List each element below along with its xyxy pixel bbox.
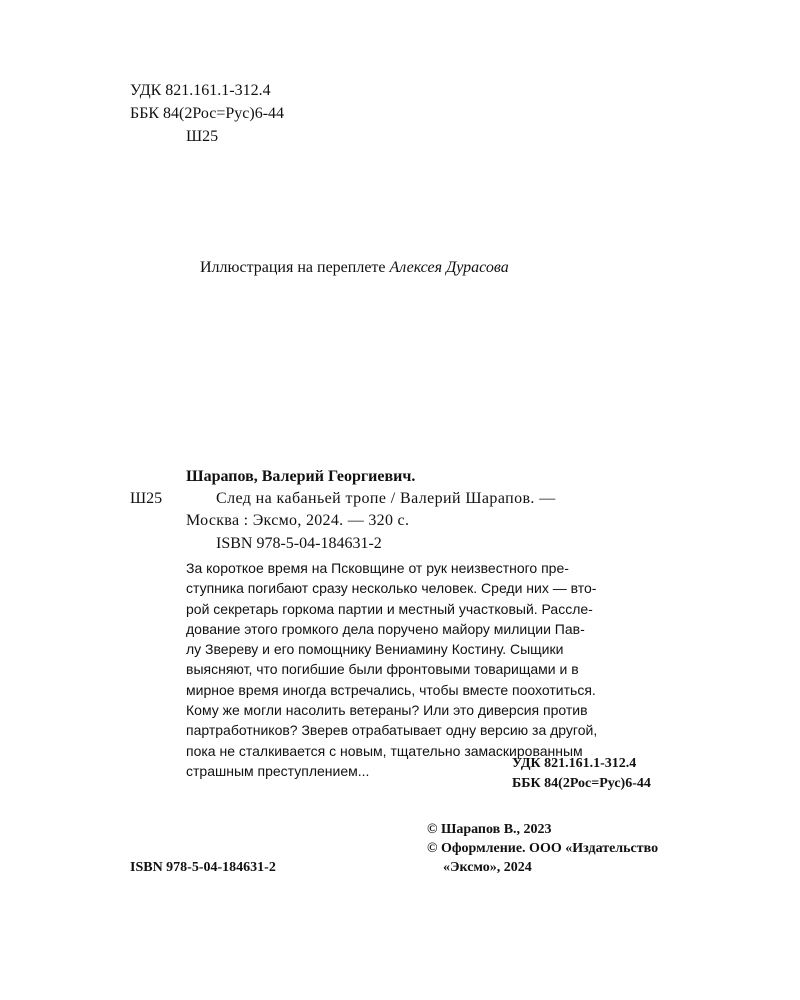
catalog-title-line-1: След на кабаньей тропе / Валерий Шарапов. —	[216, 490, 556, 507]
catalog-title-line-2: Москва : Эксмо, 2024. — 320 с.	[186, 512, 410, 529]
udk-code-top: УДК 821.161.1-312.4	[130, 82, 271, 99]
bbk-code-top: ББК 84(2Рос=Рус)6-44	[130, 105, 285, 122]
catalog-isbn: ISBN 978-5-04-184631-2	[216, 535, 382, 552]
copyright-author: © Шарапов В., 2023	[427, 822, 552, 837]
udk-code-bottom: УДК 821.161.1-312.4	[512, 756, 637, 771]
catalog-author-code: Ш25	[130, 490, 163, 507]
annotation-line: ступника погибают сразу несколько человек. Среди них — вто-	[186, 580, 597, 597]
illustration-artist: Алексея Дурасова	[389, 259, 509, 276]
annotation-line: дование этого громкого дела поручено майору милиции Пав-	[186, 620, 585, 637]
annotation-line: Кому же могли насолить ветераны? Или это диверсия против	[186, 702, 588, 719]
isbn-bottom: ISBN 978-5-04-184631-2	[130, 860, 276, 875]
annotation-line: лу Звереву и его помощнику Вениамину Костину. Сыщики	[186, 641, 564, 658]
copyright-design-line-2: «Эксмо», 2024	[443, 860, 532, 875]
copyright-design-line-1: © Оформление. ООО «Издательство	[427, 841, 659, 856]
annotation-line: выясняют, что погибшие были фронтовыми товарищами и в	[186, 661, 579, 678]
annotation-line: пока не сталкивается с новым, тщательно замаскированным	[186, 742, 583, 759]
annotation-paragraph	[186, 558, 708, 781]
annotation-line: страшным преступлением...	[186, 762, 370, 779]
annotation-line: мирное время иногда встречались, чтобы вместе поохотиться.	[186, 681, 596, 698]
annotation-line: рой секретарь горкома партии и местный участковый. Рассле-	[186, 600, 593, 617]
annotation-line: За короткое время на Псковщине от рук неизвестного пре-	[186, 560, 569, 576]
catalog-author: Шарапов, Валерий Георгиевич.	[186, 468, 416, 485]
bbk-code-bottom: ББК 84(2Рос=Рус)6-44	[512, 776, 651, 791]
author-code-top: Ш25	[186, 128, 219, 145]
annotation-line: партработников? Зверев отрабатывает одну версию за другой,	[186, 722, 598, 739]
illustration-prefix: Иллюстрация на переплете	[200, 259, 390, 276]
illustration-credit	[200, 259, 509, 277]
